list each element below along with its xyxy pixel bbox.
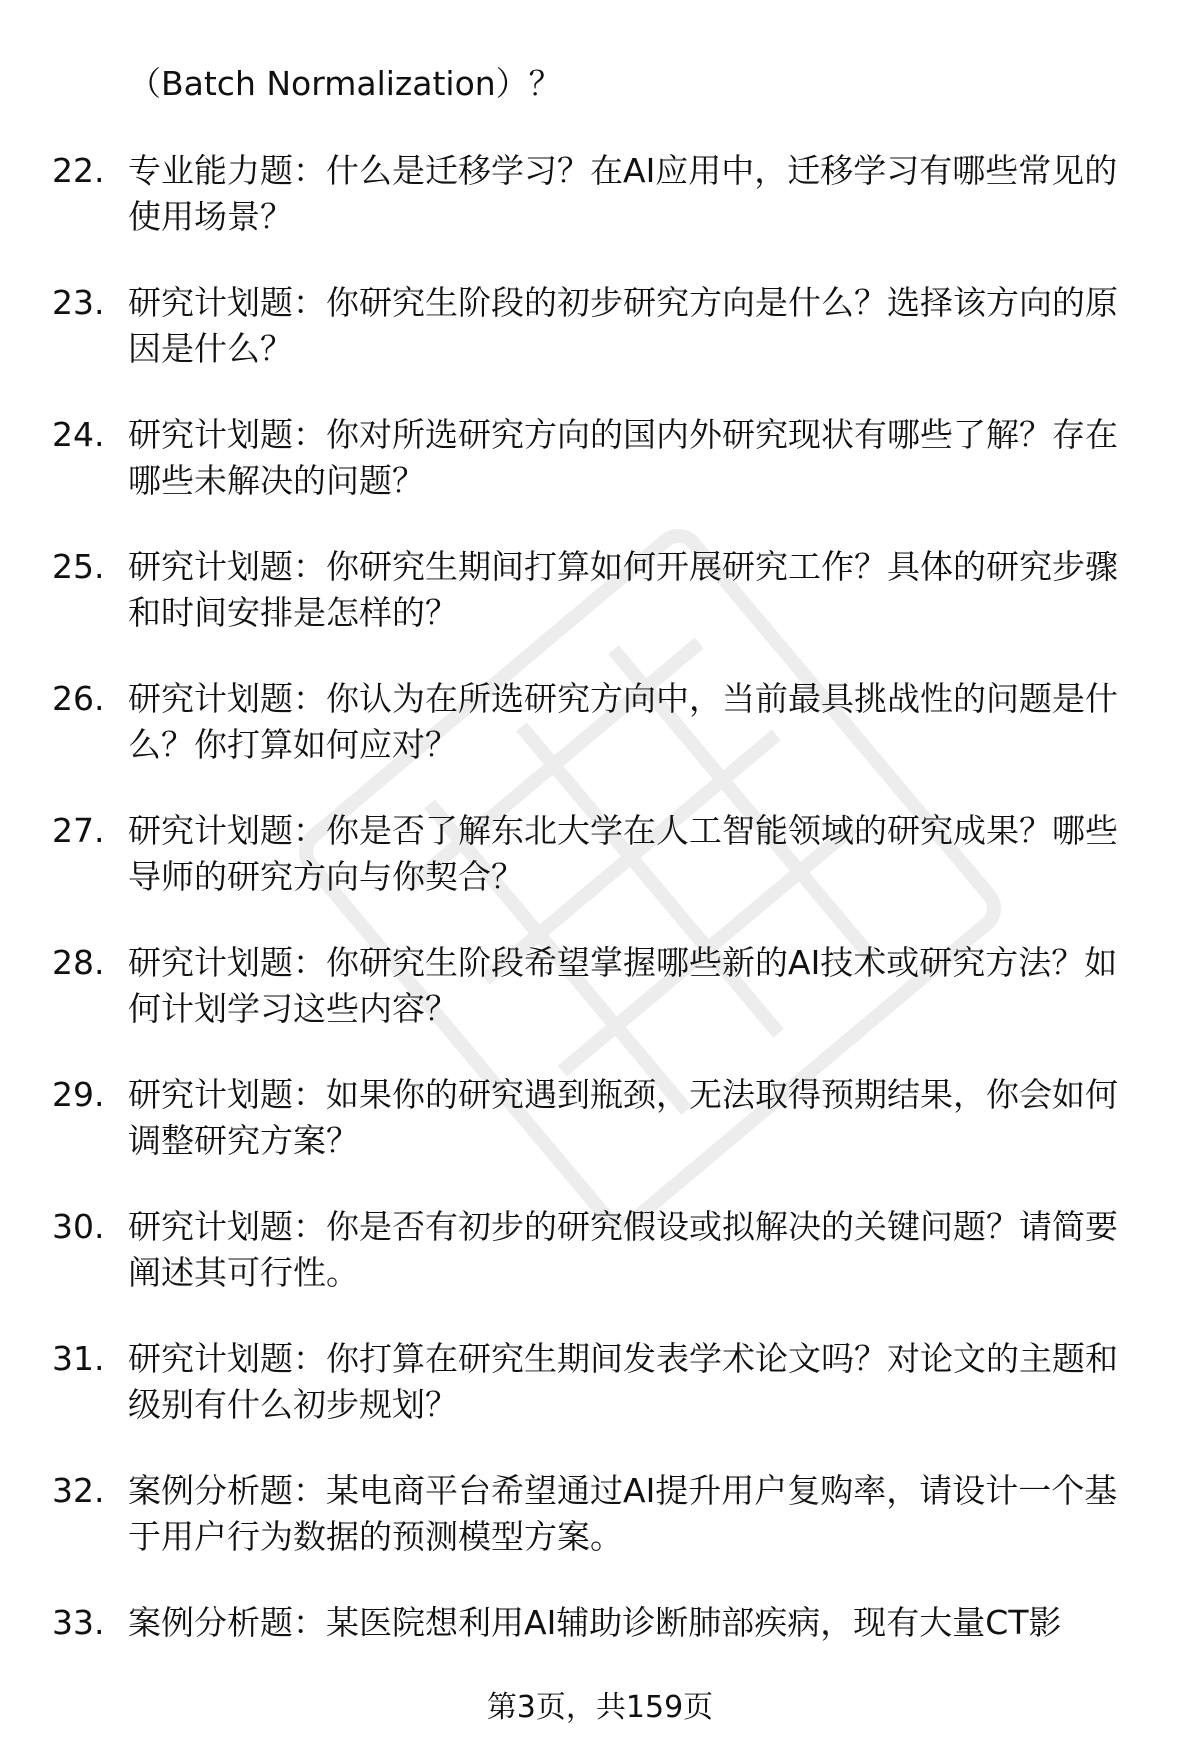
question-number: 22. xyxy=(52,151,105,190)
question-text: 研究计划题：你是否有初步的研究假设或拟解决的关键问题？请简要阐述其可行性。 xyxy=(128,1207,1118,1292)
question-text: 研究计划题：你认为在所选研究方向中，当前最具挑战性的问题是什么？你打算如何应对？ xyxy=(128,679,1118,764)
question-text: 专业能力题：什么是迁移学习？在AI应用中，迁移学习有哪些常见的使用场景？ xyxy=(128,151,1118,236)
question-number: 29. xyxy=(52,1075,105,1114)
list-item xyxy=(0,412,1200,544)
question-text: 研究计划题：你研究生阶段的初步研究方向是什么？选择该方向的原因是什么？ xyxy=(128,283,1118,368)
list-item xyxy=(0,1468,1200,1600)
question-number: 26. xyxy=(52,679,105,718)
question-number: 31. xyxy=(52,1339,105,1378)
list-item xyxy=(0,1336,1200,1468)
question-list xyxy=(0,148,1200,1732)
list-item xyxy=(0,1072,1200,1204)
question-text: 研究计划题：你研究生阶段希望掌握哪些新的AI技术或研究方法？如何计划学习这些内容？ xyxy=(128,943,1118,1028)
question-text: 研究计划题：你对所选研究方向的国内外研究现状有哪些了解？存在哪些未解决的问题？ xyxy=(128,415,1118,500)
question-number: 24. xyxy=(52,415,105,454)
list-item xyxy=(0,280,1200,412)
question-number: 30. xyxy=(52,1207,105,1246)
question-text: 研究计划题：如果你的研究遇到瓶颈，无法取得预期结果，你会如何调整研究方案？ xyxy=(128,1075,1118,1160)
question-number: 25. xyxy=(52,547,105,586)
list-item xyxy=(0,808,1200,940)
question-text: 研究计划题：你研究生期间打算如何开展研究工作？具体的研究步骤和时间安排是怎样的？ xyxy=(128,547,1118,632)
question-number: 33. xyxy=(52,1603,105,1642)
list-item xyxy=(0,148,1200,280)
question-text: 案例分析题：某医院想利用AI辅助诊断肺部疾病，现有大量CT影 xyxy=(128,1603,1062,1642)
question-number: 32. xyxy=(52,1471,105,1510)
list-item xyxy=(0,1204,1200,1336)
question-number: 28. xyxy=(52,943,105,982)
continued-question-text: （Batch Normalization）？ xyxy=(128,64,562,103)
question-text: 案例分析题：某电商平台希望通过AI提升用户复购率，请设计一个基于用户行为数据的预测模型方案。 xyxy=(128,1471,1118,1556)
list-item xyxy=(0,940,1200,1072)
list-item xyxy=(0,676,1200,808)
question-number: 23. xyxy=(52,283,105,322)
list-item xyxy=(0,544,1200,676)
question-text: 研究计划题：你是否了解东北大学在人工智能领域的研究成果？哪些导师的研究方向与你契合？ xyxy=(128,811,1118,896)
question-text: 研究计划题：你打算在研究生期间发表学术论文吗？对论文的主题和级别有什么初步规划？ xyxy=(128,1339,1118,1424)
page-number-footer: 第3页，共159页 xyxy=(486,1690,714,1725)
question-number: 27. xyxy=(52,811,105,850)
